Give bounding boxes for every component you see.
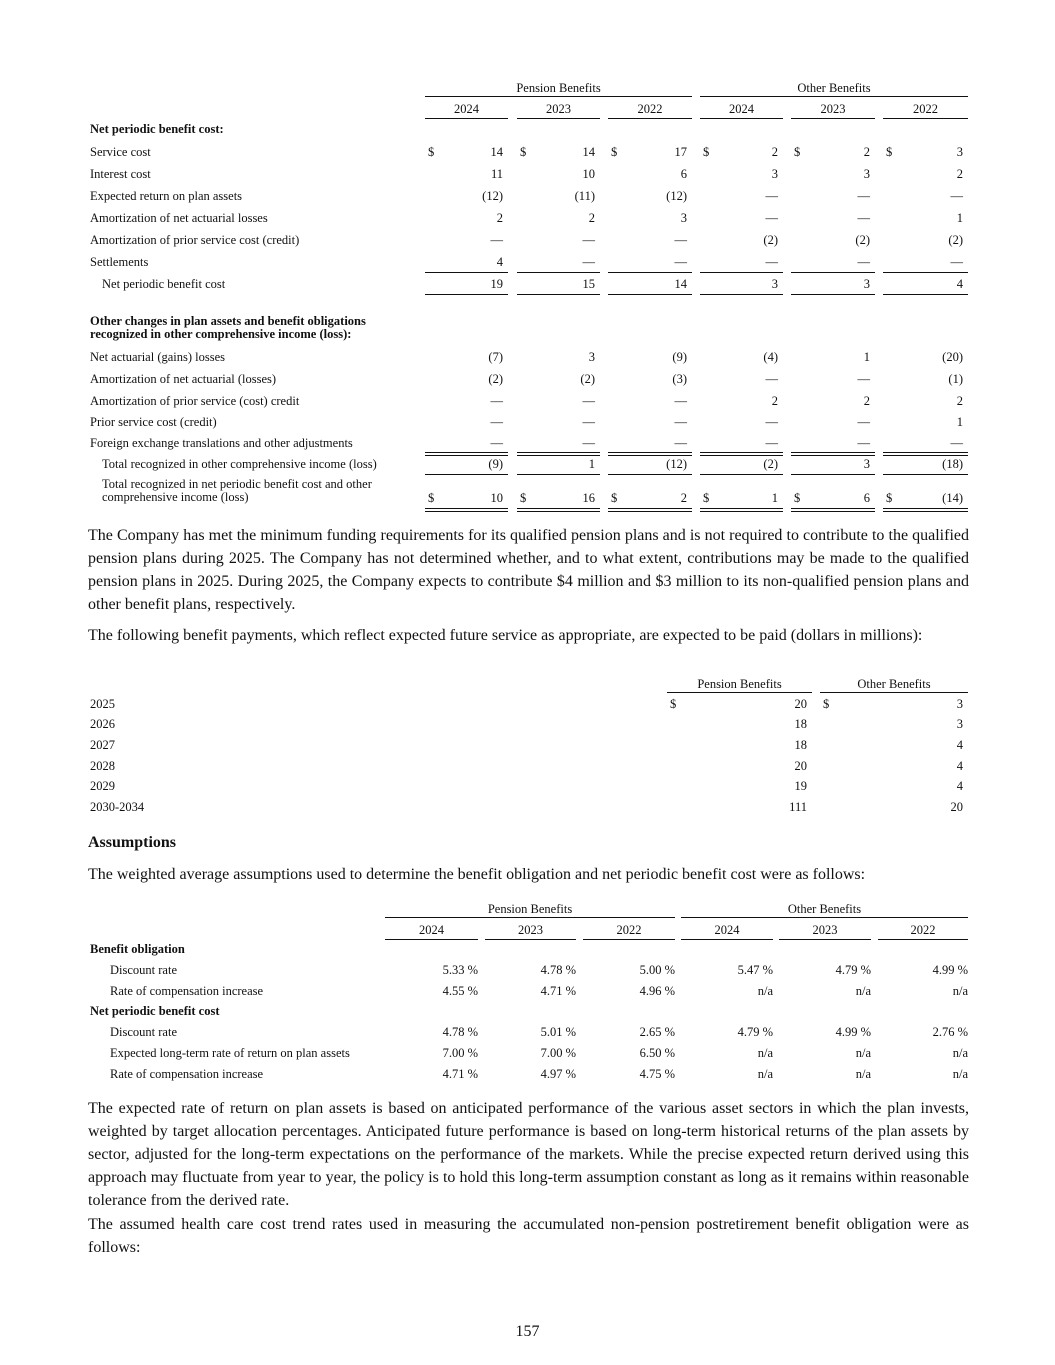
- cell-value: —: [582, 233, 595, 247]
- cell-value: (3): [672, 372, 687, 386]
- rule: [883, 294, 968, 295]
- cell-value: —: [765, 372, 778, 386]
- rule: [608, 452, 692, 456]
- dollar-sign: $: [886, 145, 893, 159]
- dollar-sign: $: [611, 145, 618, 159]
- dollar-sign: $: [520, 145, 527, 159]
- row-label: Amortization of prior service cost (credit): [90, 233, 300, 247]
- cell-value: (1): [948, 372, 963, 386]
- cell-value: n/a: [855, 984, 871, 998]
- cell-value: 6: [680, 167, 687, 181]
- cell-value: 2: [863, 145, 870, 159]
- rule: [700, 272, 783, 273]
- expected-return-paragraph: The expected rate of return on plan assets is based on anticipated performance of the various asset sectors in which the plan invests, weighted by target allocation percentages. Anticipated future performance is based on long-term historical returns of the plan assets by sector, adjusted for the long-term expectations on the performance of the markets. While the precise expected return derived using this approach may fluctuate from year to year, the policy is to hold this long-term assumption constant as long as it remains within reasonable tolerance from the derived rate.: [88, 1100, 969, 1209]
- cell-value: 4: [956, 277, 963, 291]
- rule: [791, 294, 875, 295]
- group-header: Pension Benefits: [516, 81, 601, 95]
- cell-value: 14: [674, 277, 687, 291]
- rule: [425, 474, 508, 475]
- row-label: Net periodic benefit cost: [90, 1004, 220, 1018]
- rule: [878, 939, 968, 940]
- column-header: Pension Benefits: [697, 677, 782, 691]
- cell-value: 1: [771, 491, 778, 505]
- funding-paragraph: The Company has met the minimum funding requirements for its qualified pension plans and is not required to contribute to the qualified pension plans during 2025. The Company has not determined whether, and to what extent, contributions may be made to the qualified pension plans in 2025. During 2025, the Company expects to contribute $4 million and $3 million to its non-qualified pension plans and other benefit plans, respectively.: [88, 527, 969, 613]
- cell-value: 5.47 %: [737, 963, 773, 977]
- cell-value: 7.00 %: [540, 1046, 576, 1060]
- rule: [485, 939, 576, 940]
- rule: [425, 96, 692, 97]
- rule: [791, 474, 875, 475]
- cell-value: —: [950, 255, 963, 269]
- page-number: 157: [515, 1323, 540, 1340]
- rule: [883, 474, 968, 475]
- cell-value: —: [582, 255, 595, 269]
- cell-value: —: [857, 255, 870, 269]
- row-label: Settlements: [90, 255, 149, 269]
- rule: [791, 118, 875, 119]
- cell-value: 17: [674, 145, 687, 159]
- row-label: Amortization of prior service (cost) credit: [90, 394, 300, 408]
- cell-value: 4.79 %: [737, 1025, 773, 1039]
- cell-value: n/a: [757, 984, 773, 998]
- cell-value: 2: [863, 394, 870, 408]
- cell-value: n/a: [952, 984, 968, 998]
- cell-value: 2.65 %: [639, 1025, 675, 1039]
- row-label: Interest cost: [90, 167, 151, 181]
- cell-value: 4: [956, 779, 963, 793]
- cell-value: 7.00 %: [442, 1046, 478, 1060]
- dollar-sign: $: [611, 491, 618, 505]
- row-label: Discount rate: [110, 1025, 177, 1039]
- row-label: Expected long-term rate of return on plan assets: [110, 1046, 350, 1060]
- rule: [608, 118, 692, 119]
- cell-value: 3: [956, 717, 963, 731]
- rule: [700, 294, 783, 295]
- rule: [517, 118, 600, 119]
- cell-value: 4: [496, 255, 503, 269]
- cell-value: 4.75 %: [639, 1067, 675, 1081]
- cell-value: 2: [956, 167, 963, 181]
- dollar-sign: $: [703, 145, 710, 159]
- benefit-payments-intro: The following benefit payments, which reflect expected future service as appropriate, are expected to be paid (dollars in millions):: [88, 627, 923, 644]
- cell-value: 4: [956, 738, 963, 752]
- row-label: Rate of compensation increase: [110, 1067, 264, 1081]
- cell-value: 18: [794, 738, 807, 752]
- cell-value: 3: [863, 167, 870, 181]
- dollar-sign: $: [886, 491, 893, 505]
- rule: [385, 939, 478, 940]
- cell-value: —: [765, 436, 778, 450]
- cell-value: 3: [863, 457, 870, 471]
- cell-value: 10: [490, 491, 503, 505]
- year-header: 2023: [518, 923, 543, 937]
- year-header: 2023: [812, 923, 838, 937]
- rule: [667, 692, 812, 693]
- rule: [608, 508, 692, 512]
- rule: [517, 294, 600, 295]
- rule: [517, 452, 600, 456]
- cell-value: n/a: [952, 1046, 968, 1060]
- cell-value: 3: [956, 145, 963, 159]
- year-header: 2024: [714, 923, 740, 937]
- cell-value: —: [582, 394, 595, 408]
- cell-value: 6.50 %: [639, 1046, 675, 1060]
- cell-value: —: [857, 436, 870, 450]
- row-label: Net periodic benefit cost:: [90, 122, 224, 136]
- group-header: Other Benefits: [787, 902, 862, 916]
- row-label: 2026: [90, 717, 115, 731]
- cell-value: —: [490, 436, 503, 450]
- cell-value: (11): [574, 189, 595, 203]
- row-label: 2025: [90, 697, 115, 711]
- cell-value: 4.71 %: [540, 984, 576, 998]
- assumptions-heading: Assumptions: [88, 834, 177, 851]
- year-header: 2024: [454, 102, 479, 116]
- cell-value: (9): [488, 457, 503, 471]
- dollar-sign: $: [703, 491, 710, 505]
- cell-value: —: [674, 415, 687, 429]
- rule: [700, 118, 783, 119]
- cell-value: —: [582, 415, 595, 429]
- row-label: Amortization of net actuarial losses: [90, 211, 268, 225]
- row-label: Net periodic benefit cost: [102, 277, 226, 291]
- cell-value: 5.33 %: [442, 963, 478, 977]
- cell-value: 2: [956, 394, 963, 408]
- cell-value: 111: [789, 800, 807, 814]
- year-header: 2022: [913, 102, 938, 116]
- row-label: Amortization of net actuarial (losses): [90, 372, 277, 386]
- cell-value: 2: [588, 211, 595, 225]
- cell-value: —: [674, 394, 687, 408]
- row-label: Service cost: [90, 145, 151, 159]
- row-label: 2030-2034: [90, 800, 145, 814]
- cell-value: 19: [490, 277, 503, 291]
- row-label: 2027: [90, 738, 115, 752]
- cell-value: 3: [956, 697, 963, 711]
- cell-value: 20: [950, 800, 963, 814]
- cell-value: 1: [863, 350, 870, 364]
- rule: [385, 917, 675, 918]
- rule: [608, 294, 692, 295]
- row-label: Prior service cost (credit): [90, 415, 217, 429]
- cell-value: 10: [582, 167, 595, 181]
- column-header: Other Benefits: [857, 677, 931, 691]
- cell-value: 2: [680, 491, 687, 505]
- rule: [700, 508, 783, 512]
- cell-value: —: [950, 436, 963, 450]
- rule: [791, 272, 875, 273]
- cell-value: 4.55 %: [442, 984, 478, 998]
- cell-value: —: [674, 255, 687, 269]
- dollar-sign: $: [794, 145, 801, 159]
- cell-value: (2): [763, 233, 778, 247]
- rule: [791, 452, 875, 456]
- cell-value: 20: [794, 697, 807, 711]
- cell-value: 4.99 %: [932, 963, 968, 977]
- row-label-continued: comprehensive income (loss): [102, 490, 249, 504]
- cell-value: —: [582, 436, 595, 450]
- cell-value: (2): [948, 233, 963, 247]
- rule: [517, 474, 600, 475]
- cell-value: (18): [942, 457, 963, 471]
- cell-value: (2): [488, 372, 503, 386]
- row-label: Total recognized in net periodic benefit cost and other: [102, 477, 372, 491]
- cell-value: 4.99 %: [835, 1025, 871, 1039]
- cell-value: (4): [763, 350, 778, 364]
- cell-value: —: [674, 436, 687, 450]
- cell-value: —: [490, 415, 503, 429]
- rule: [883, 508, 968, 512]
- rule: [791, 508, 875, 512]
- rule: [425, 118, 508, 119]
- rule: [583, 939, 675, 940]
- cell-value: 14: [490, 145, 503, 159]
- cell-value: 19: [794, 779, 807, 793]
- year-header: 2023: [820, 102, 846, 116]
- dollar-sign: $: [670, 697, 677, 711]
- rule: [425, 452, 508, 456]
- cell-value: n/a: [855, 1046, 871, 1060]
- rule: [883, 272, 968, 273]
- cell-value: 5.01 %: [540, 1025, 576, 1039]
- cell-value: (2): [580, 372, 595, 386]
- cell-value: —: [765, 255, 778, 269]
- cell-value: (14): [942, 491, 963, 505]
- cell-value: 1: [956, 415, 963, 429]
- cell-value: 11: [490, 167, 503, 181]
- cell-value: 3: [680, 211, 687, 225]
- row-label: Foreign exchange translations and other adjustments: [90, 436, 353, 450]
- cell-value: (2): [763, 457, 778, 471]
- rule: [517, 272, 600, 273]
- cell-value: 1: [956, 211, 963, 225]
- cell-value: —: [765, 189, 778, 203]
- cell-value: 14: [582, 145, 595, 159]
- cell-value: (12): [666, 189, 687, 203]
- cell-value: n/a: [757, 1067, 773, 1081]
- cell-value: n/a: [855, 1067, 871, 1081]
- cell-value: —: [857, 372, 870, 386]
- cell-value: (20): [942, 350, 963, 364]
- cell-value: 4.97 %: [540, 1067, 576, 1081]
- rule: [700, 474, 783, 475]
- cell-value: (7): [488, 350, 503, 364]
- rule: [883, 118, 968, 119]
- cell-value: —: [857, 189, 870, 203]
- rule: [820, 692, 968, 693]
- year-header: 2024: [729, 102, 754, 116]
- row-label: 2028: [90, 759, 115, 773]
- cell-value: 2: [771, 394, 778, 408]
- rule: [425, 294, 508, 295]
- cell-value: 20: [794, 759, 807, 773]
- rule: [425, 272, 508, 273]
- cell-value: (2): [855, 233, 870, 247]
- cell-value: 3: [588, 350, 595, 364]
- group-header: Other Benefits: [797, 81, 871, 95]
- year-header: 2022: [616, 923, 642, 937]
- year-header: 2022: [637, 102, 663, 116]
- cell-value: 4.78 %: [442, 1025, 478, 1039]
- assumptions-intro: The weighted average assumptions used to determine the benefit obligation and net periodic benefit cost were as follows:: [88, 866, 866, 883]
- cell-value: 6: [863, 491, 870, 505]
- group-header: Pension Benefits: [487, 902, 573, 916]
- rule: [779, 939, 871, 940]
- row-label-continued: recognized in other comprehensive income (loss):: [90, 327, 352, 341]
- health-care-trend-paragraph: The assumed health care cost trend rates used in measuring the accumulated non-pension postretirement benefit obligation were as follows:: [88, 1216, 969, 1256]
- cell-value: 4.78 %: [540, 963, 576, 977]
- dollar-sign: $: [794, 491, 801, 505]
- row-label: Benefit obligation: [90, 942, 185, 956]
- cell-value: 3: [771, 167, 778, 181]
- dollar-sign: $: [823, 697, 830, 711]
- rule: [700, 96, 968, 97]
- row-label: Other changes in plan assets and benefit obligations: [90, 314, 366, 328]
- cell-value: —: [857, 211, 870, 225]
- cell-value: —: [765, 211, 778, 225]
- cell-value: 5.00 %: [639, 963, 675, 977]
- rule: [681, 917, 968, 918]
- year-header: 2024: [419, 923, 444, 937]
- cell-value: 18: [794, 717, 807, 731]
- cell-value: (12): [482, 189, 503, 203]
- dollar-sign: $: [520, 491, 527, 505]
- rule: [608, 272, 692, 273]
- cell-value: 2.76 %: [932, 1025, 968, 1039]
- cell-value: 15: [582, 277, 595, 291]
- cell-value: —: [674, 233, 687, 247]
- cell-value: —: [490, 394, 503, 408]
- rule: [681, 939, 773, 940]
- cell-value: 4: [956, 759, 963, 773]
- rule: [608, 474, 692, 475]
- rule: [700, 452, 783, 456]
- cell-value: 4.96 %: [639, 984, 675, 998]
- row-label: Rate of compensation increase: [110, 984, 264, 998]
- cell-value: —: [765, 415, 778, 429]
- row-label: Total recognized in other comprehensive income (loss): [102, 457, 377, 471]
- year-header: 2023: [546, 102, 571, 116]
- rule: [517, 508, 600, 512]
- row-label: Expected return on plan assets: [90, 189, 243, 203]
- cell-value: 3: [863, 277, 870, 291]
- dollar-sign: $: [428, 491, 435, 505]
- row-label: Discount rate: [110, 963, 177, 977]
- year-header: 2022: [910, 923, 936, 937]
- cell-value: 16: [582, 491, 595, 505]
- row-label: 2029: [90, 779, 115, 793]
- cell-value: (12): [666, 457, 687, 471]
- rule: [425, 508, 508, 512]
- cell-value: 3: [771, 277, 778, 291]
- cell-value: n/a: [757, 1046, 773, 1060]
- cell-value: 4.79 %: [835, 963, 871, 977]
- cell-value: —: [490, 233, 503, 247]
- cell-value: —: [950, 189, 963, 203]
- cell-value: 4.71 %: [442, 1067, 478, 1081]
- cell-value: n/a: [952, 1067, 968, 1081]
- rule: [883, 452, 968, 456]
- cell-value: 2: [496, 211, 503, 225]
- cell-value: 1: [588, 457, 595, 471]
- row-label: Net actuarial (gains) losses: [90, 350, 226, 364]
- cell-value: (9): [672, 350, 687, 364]
- dollar-sign: $: [428, 145, 435, 159]
- cell-value: 2: [771, 145, 778, 159]
- cell-value: —: [857, 415, 870, 429]
